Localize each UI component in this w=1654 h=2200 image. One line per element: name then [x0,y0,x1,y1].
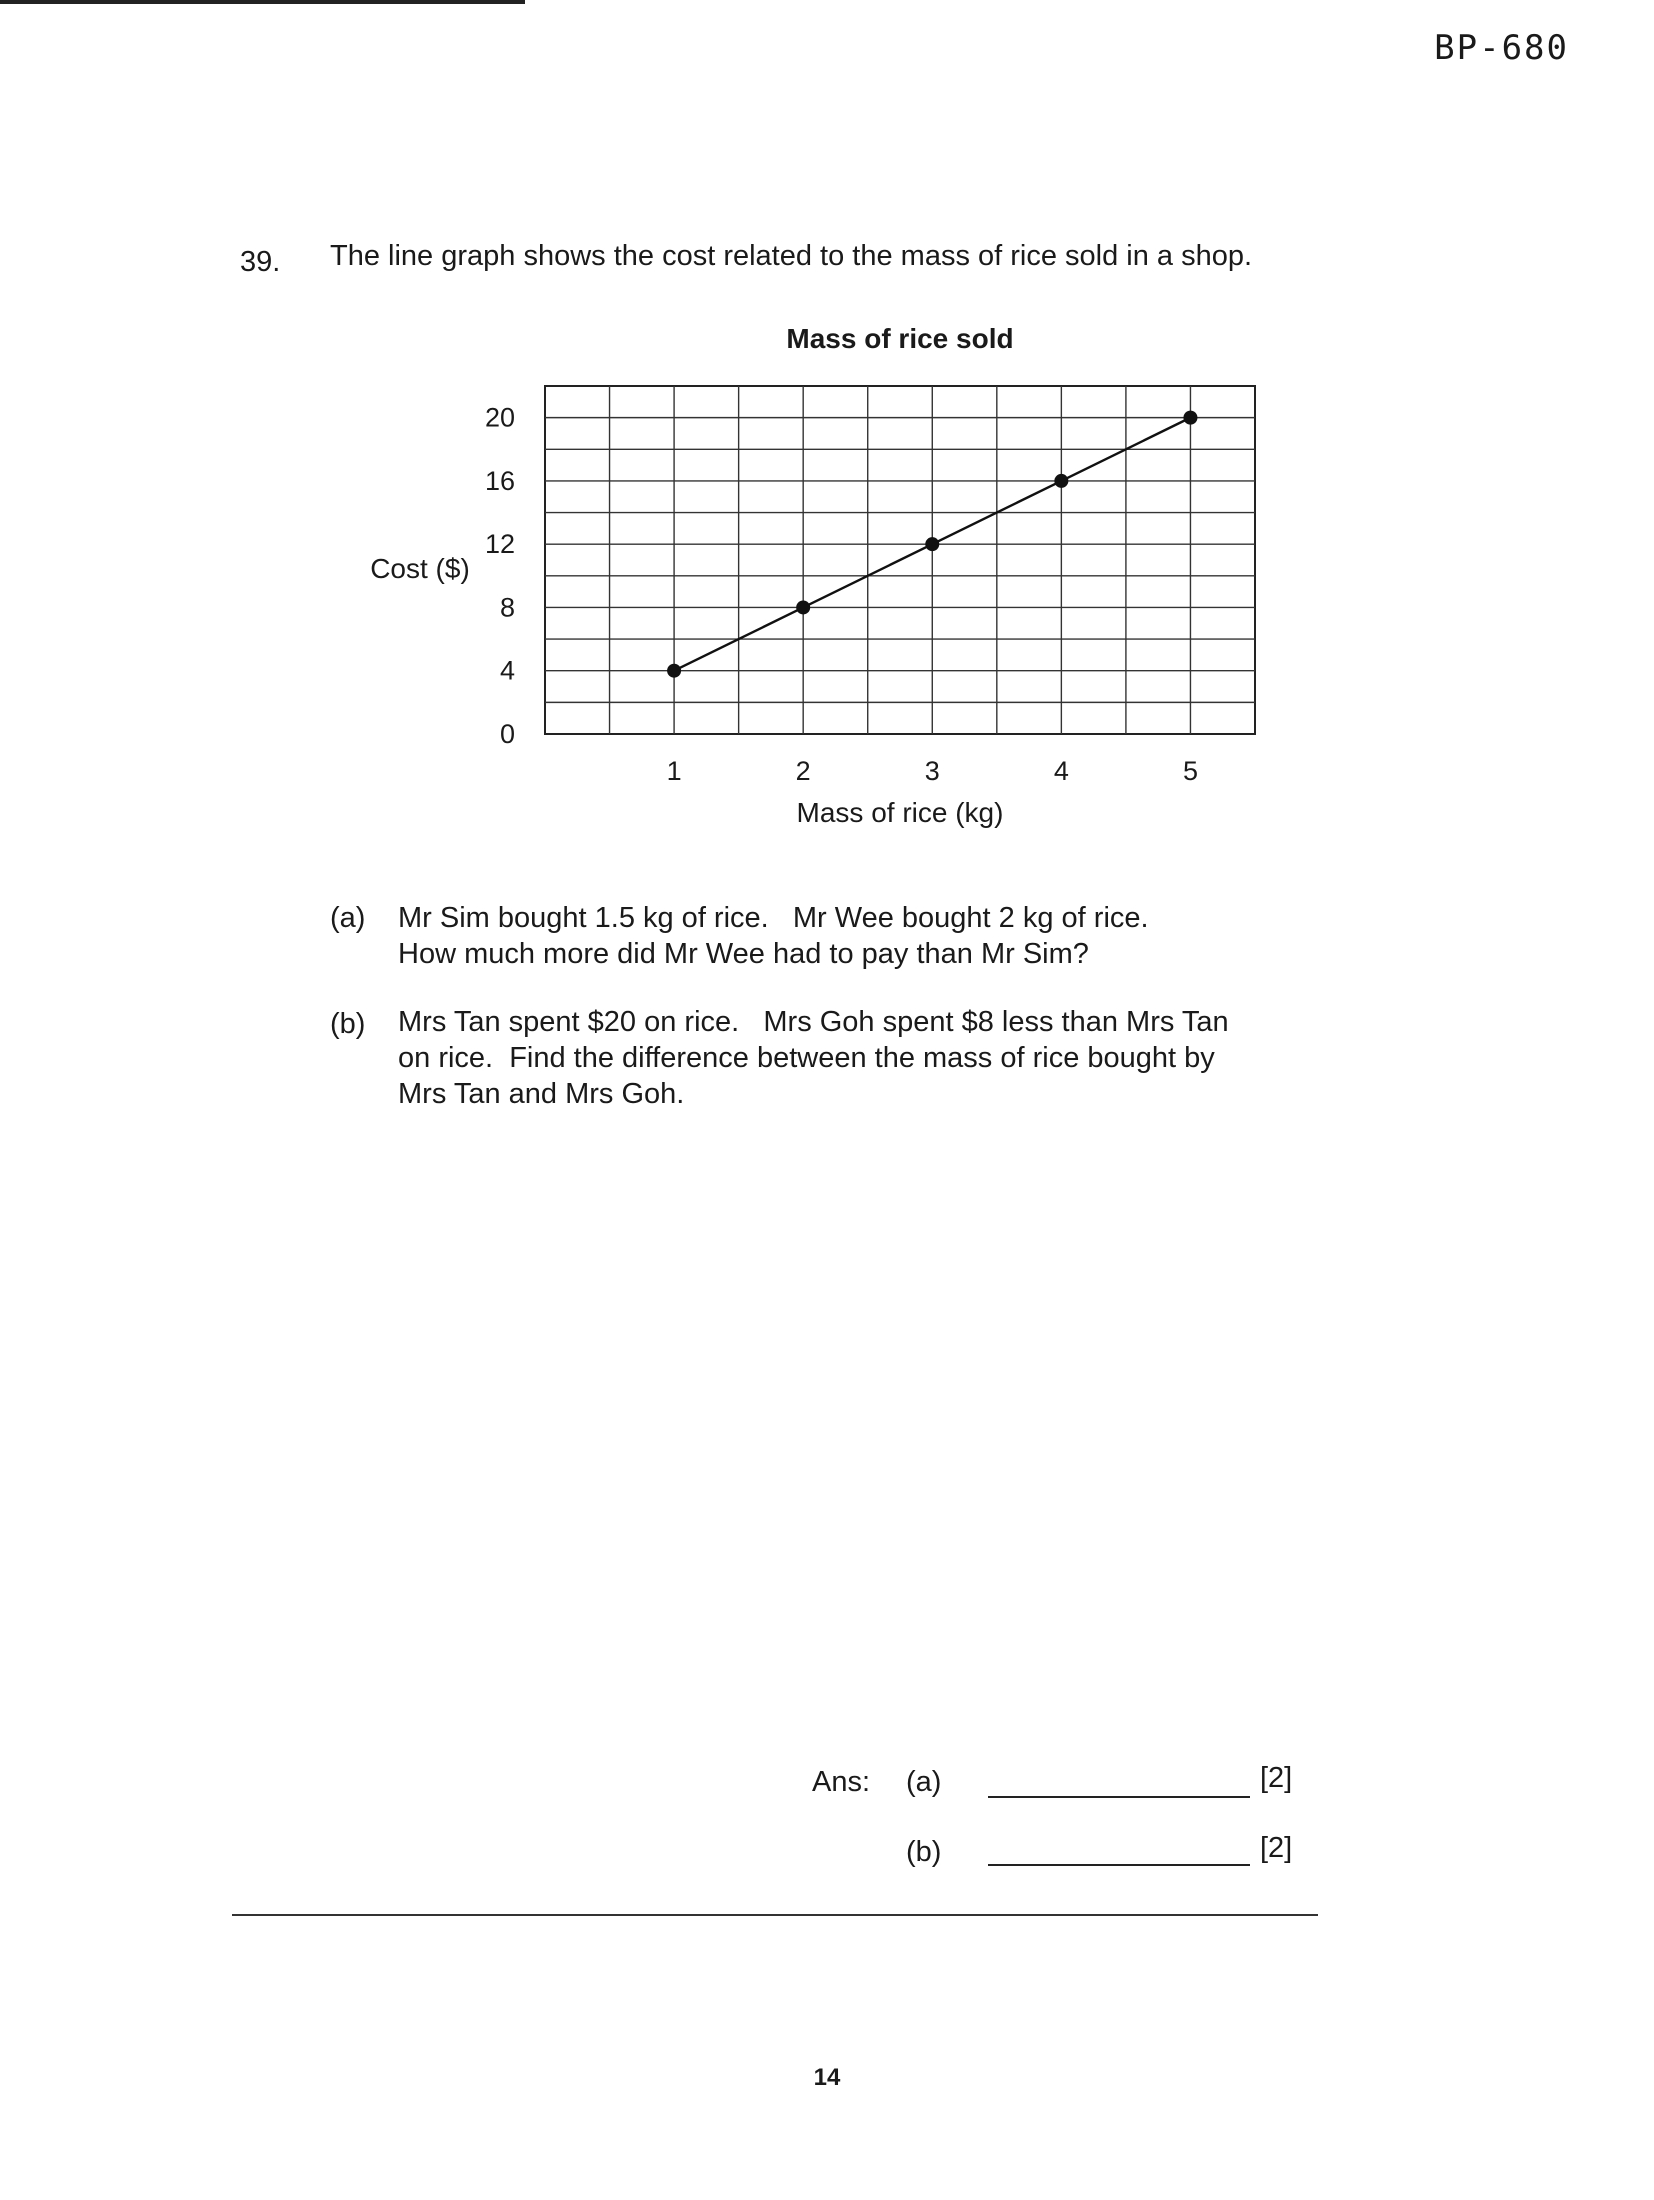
part-a-line-2: How much more did Mr Wee had to pay than Mr Sim? [398,938,1089,970]
answer-a-blank[interactable] [988,1796,1250,1798]
y-axis-ticks [485,403,515,749]
y-tick-label: 8 [499,592,515,623]
y-tick-label: 12 [484,529,515,560]
answer-a-label: (a) [906,1766,942,1798]
x-tick-label: 2 [795,756,811,786]
paper-code: BP-680 [1434,28,1569,68]
question-number: 39. [240,246,281,278]
x-axis-label: Mass of rice (kg) [796,797,1004,828]
answer-b-label: (b) [906,1836,942,1868]
y-axis-label: Cost ($) [370,553,470,584]
chart-title: Mass of rice sold [786,323,1014,354]
y-tick-label: 16 [484,465,515,496]
data-point [667,664,681,678]
part-b-line-1: Mrs Tan spent $20 on rice. Mrs Goh spent $8 less than Mrs Tan [398,1006,1229,1038]
data-point [1054,474,1068,488]
data-point [796,600,810,614]
data-point [1183,411,1197,425]
y-tick-label: 0 [499,719,515,749]
part-a-text [398,900,1149,972]
part-a-label: (a) [330,902,366,934]
part-b-label: (b) [330,1008,366,1040]
question-intro: The line graph shows the cost related to the mass of rice sold in a shop. [330,240,1253,272]
page-number: 14 [813,2064,841,2091]
x-tick-label: 3 [924,756,940,786]
line-chart [0,300,1654,860]
part-b-line-3: Mrs Tan and Mrs Goh. [398,1078,685,1110]
answer-a-marks: [2] [1260,1762,1293,1794]
x-axis-ticks [667,756,1198,786]
x-tick-label: 1 [666,756,682,786]
y-tick-label: 20 [484,402,515,433]
part-b-line-2: on rice. Find the difference between the mass of rice bought by [398,1042,1215,1074]
top-rule [0,0,525,4]
x-tick-label: 4 [1053,756,1069,786]
data-point [925,537,939,551]
answer-label: Ans: [812,1766,871,1798]
bottom-rule [232,1914,1318,1916]
part-b-text [398,1004,1229,1112]
answer-b-marks: [2] [1260,1832,1293,1864]
x-tick-label: 5 [1182,756,1198,786]
y-tick-label: 4 [499,655,515,686]
answer-b-blank[interactable] [988,1864,1250,1866]
part-a-line-1: Mr Sim bought 1.5 kg of rice. Mr Wee bought 2 kg of rice. [398,902,1149,934]
